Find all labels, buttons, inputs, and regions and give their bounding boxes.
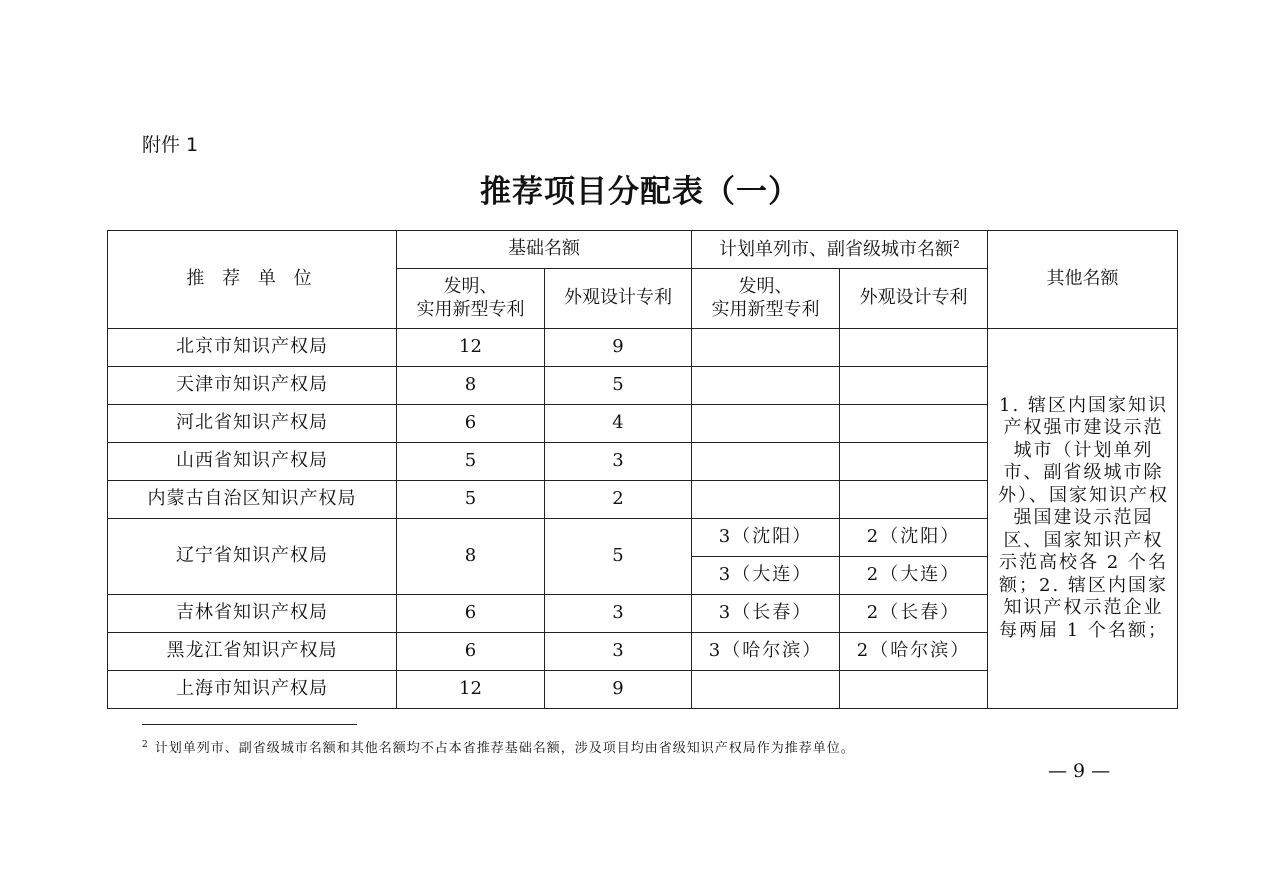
header-base-quota: 基础名额 (397, 231, 692, 269)
row-unit: 上海市知识产权局 (108, 671, 397, 709)
header-base-invention (397, 269, 545, 329)
row-city-design (840, 443, 988, 481)
other-quota-text: 1. 辖区内国家知识产权强市建设示范城市（计划单列市、副省级城市除外）、国家知识产权强国建设示范园区、国家知识产权示范高校各 2 个名额；2. 辖区内国家知识产权示范企业每两届 1 个名额； (988, 329, 1178, 709)
row-unit: 辽宁省知识产权局 (108, 519, 397, 595)
row-base-design: 3 (545, 595, 692, 633)
document-title: 推荐项目分配表（一） (480, 174, 800, 210)
row-base-invention: 12 (397, 329, 545, 367)
row-base-design: 4 (545, 405, 692, 443)
row-city-invention: 3（哈尔滨） (692, 633, 840, 671)
row-unit: 吉林省知识产权局 (108, 595, 397, 633)
header-city-invention (692, 269, 840, 329)
row-city-design (840, 367, 988, 405)
header-city-invention-line2: 实用新型专利 (711, 298, 820, 320)
header-base-invention-line1: 发明、 (443, 276, 498, 297)
row-unit: 河北省知识产权局 (108, 405, 397, 443)
row-base-invention: 8 (397, 367, 545, 405)
row-city-design: 2（哈尔滨） (840, 633, 988, 671)
header-city-quota (692, 231, 988, 269)
attachment-label: 附件 1 (142, 134, 199, 156)
row-base-design: 9 (545, 671, 692, 709)
row-city-design (840, 481, 988, 519)
header-unit: 推 荐 单 位 (108, 231, 397, 329)
row-base-invention: 8 (397, 519, 545, 595)
row-base-invention: 6 (397, 595, 545, 633)
row-city-invention: 3（大连） (692, 557, 840, 595)
row-city-design: 2（大连） (840, 557, 988, 595)
row-city-invention (692, 367, 840, 405)
footnote-text: 计划单列市、副省级城市名额和其他名额均不占本省推荐基础名额，涉及项目均由省级知识产权局作为推荐单位。 (154, 741, 855, 756)
row-unit: 北京市知识产权局 (108, 329, 397, 367)
row-city-design: 2（长春） (840, 595, 988, 633)
table-row (108, 329, 1178, 367)
row-base-design: 5 (545, 519, 692, 595)
row-unit: 内蒙古自治区知识产权局 (108, 481, 397, 519)
row-city-invention (692, 443, 840, 481)
row-city-invention: 3（长春） (692, 595, 840, 633)
row-base-design: 3 (545, 443, 692, 481)
row-base-invention: 5 (397, 481, 545, 519)
row-unit: 山西省知识产权局 (108, 443, 397, 481)
row-base-invention: 6 (397, 405, 545, 443)
row-city-invention: 3（沈阳） (692, 519, 840, 557)
footnote-ref: 2 (953, 237, 960, 251)
header-other-quota: 其他名额 (988, 231, 1178, 329)
row-base-design: 5 (545, 367, 692, 405)
footnote-mark: 2 (142, 739, 149, 750)
row-unit: 黑龙江省知识产权局 (108, 633, 397, 671)
header-city-invention-line1: 发明、 (738, 276, 793, 297)
row-city-invention (692, 671, 840, 709)
row-base-invention: 12 (397, 671, 545, 709)
row-city-design (840, 329, 988, 367)
row-base-invention: 5 (397, 443, 545, 481)
footnote (142, 737, 855, 756)
row-city-design (840, 671, 988, 709)
header-base-invention-line2: 实用新型专利 (416, 298, 525, 320)
row-base-design: 3 (545, 633, 692, 671)
row-unit: 天津市知识产权局 (108, 367, 397, 405)
allocation-table (107, 230, 1178, 709)
header-base-design: 外观设计专利 (545, 269, 692, 329)
row-city-design (840, 405, 988, 443)
row-city-invention (692, 405, 840, 443)
row-base-design: 2 (545, 481, 692, 519)
row-city-invention (692, 329, 840, 367)
row-base-design: 9 (545, 329, 692, 367)
header-city-design: 外观设计专利 (840, 269, 988, 329)
row-base-invention: 6 (397, 633, 545, 671)
row-city-invention (692, 481, 840, 519)
row-city-design: 2（沈阳） (840, 519, 988, 557)
page-number: — 9 — (1048, 760, 1111, 782)
header-city-quota-label: 计划单列市、副省级城市名额 (719, 238, 953, 260)
footnote-divider (142, 724, 357, 725)
